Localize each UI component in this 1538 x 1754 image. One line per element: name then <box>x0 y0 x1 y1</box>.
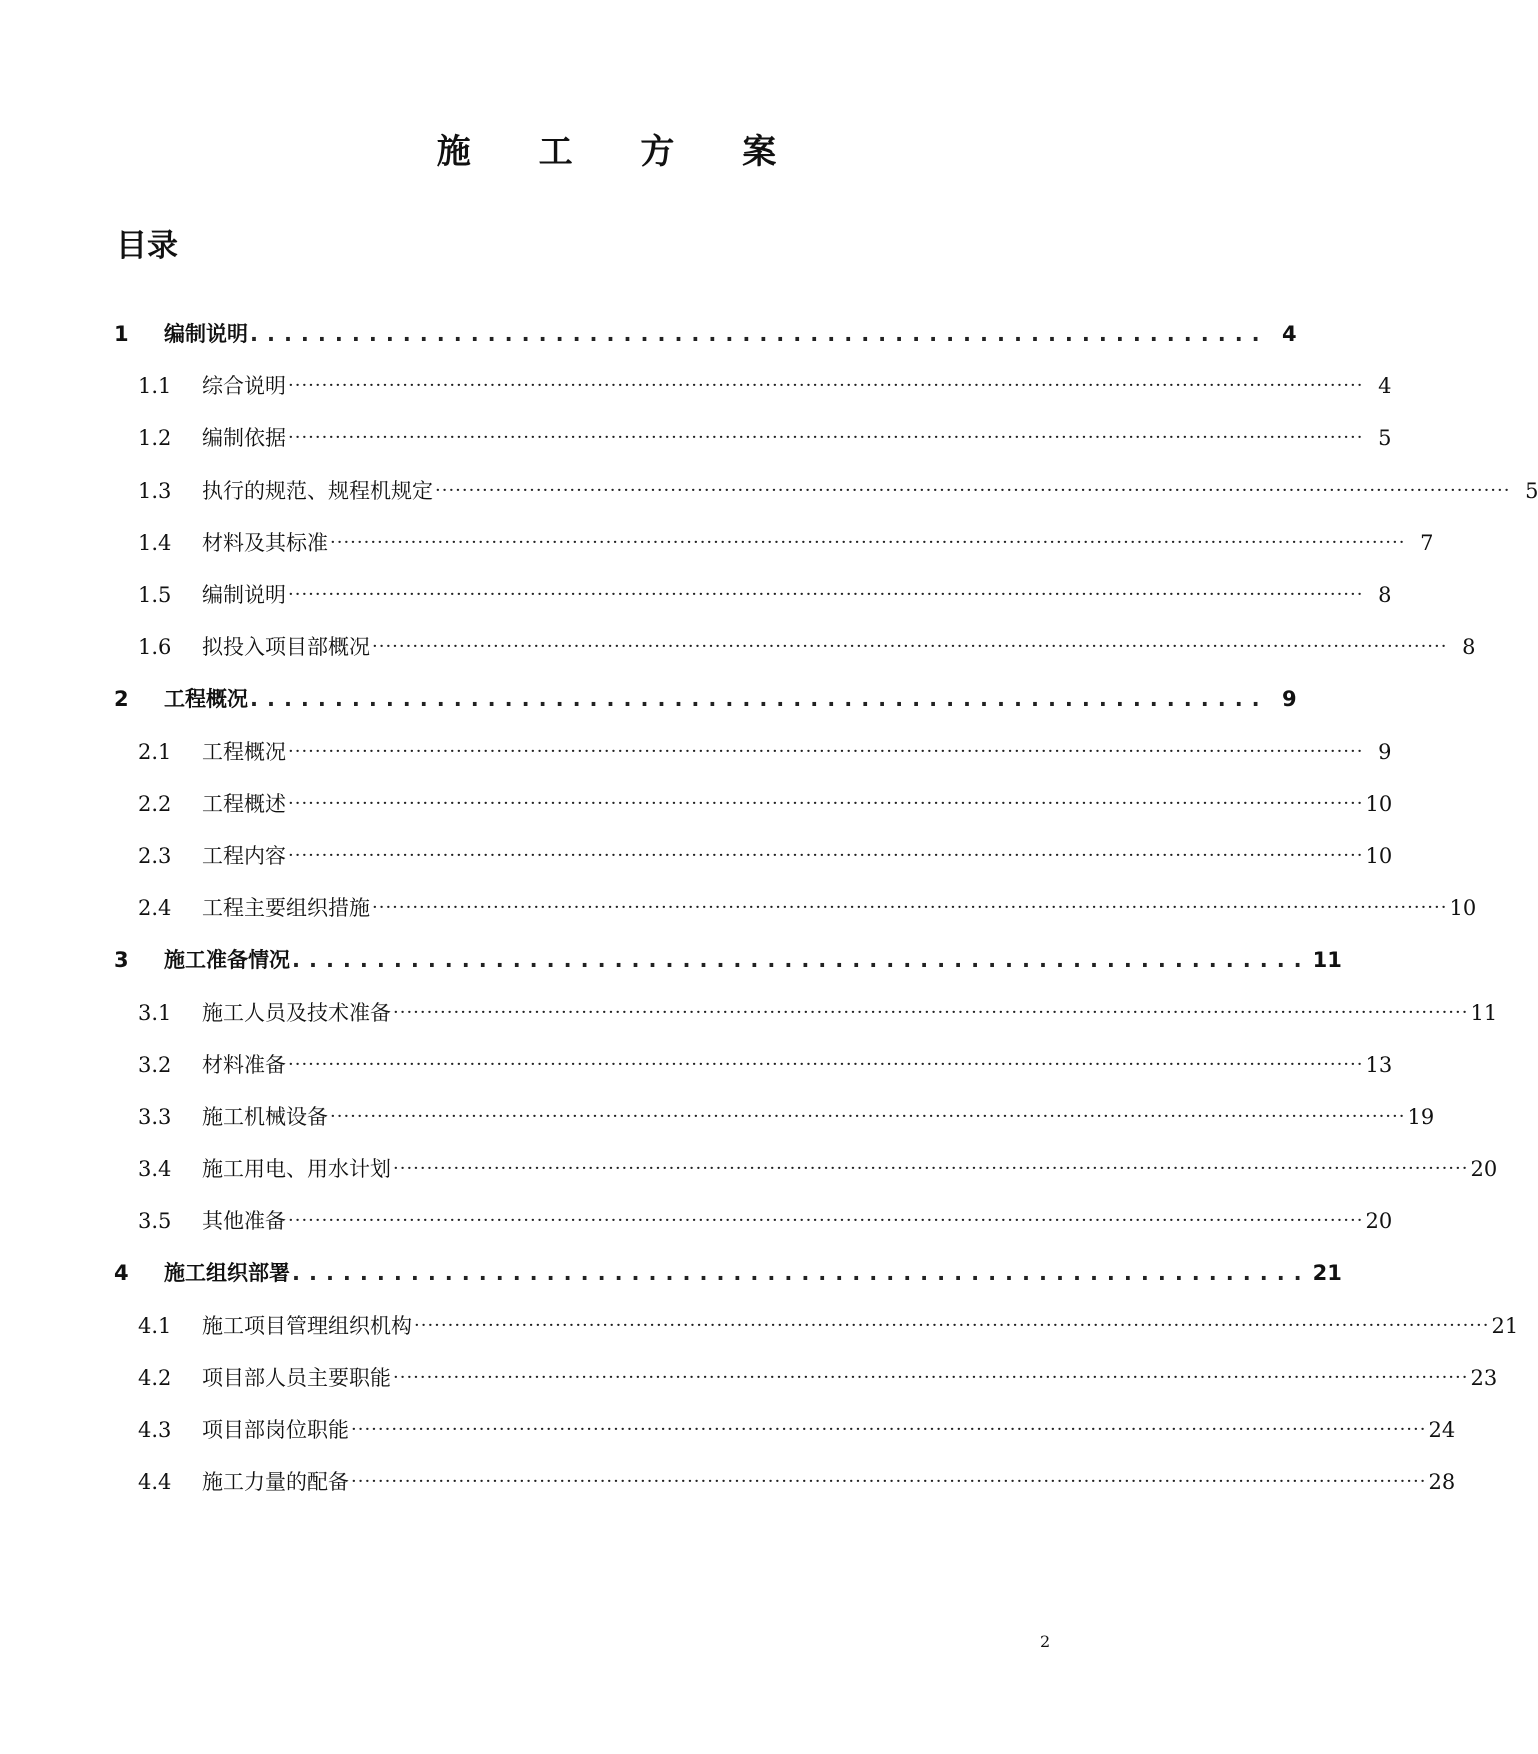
toc-entry-label: 其他准备 <box>202 1209 286 1234</box>
toc-entry-number: 2.1 <box>138 739 172 764</box>
toc-entry-number: 3.3 <box>138 1104 172 1129</box>
toc-entry-page: 11 <box>1470 1000 1498 1025</box>
toc-entry-label: 工程概况 <box>202 739 286 764</box>
toc-dot-leader: ································································································································································ <box>288 427 1364 449</box>
toc-dot-leader: ································································································································································ <box>372 897 1448 919</box>
toc-entry-page: 24 <box>1428 1418 1456 1443</box>
toc-section-entry[interactable] <box>0 412 1392 464</box>
toc-entry-page: 9 <box>1378 739 1392 764</box>
toc-entry-number: 1.5 <box>138 583 172 608</box>
toc-entry-page: 8 <box>1378 583 1392 608</box>
toc-entry-label: 执行的规范、规程机规定 <box>202 478 433 503</box>
toc-section-entry[interactable] <box>0 517 1434 569</box>
toc-entry-number: 2.3 <box>138 843 172 868</box>
page-title: 施 工 方 案 <box>436 132 805 172</box>
toc-entry-number: 1 <box>114 322 129 347</box>
toc-section-entry[interactable] <box>0 1195 1393 1247</box>
toc-entry-number: 3.5 <box>138 1209 172 1234</box>
toc-entry-page: 28 <box>1428 1470 1456 1495</box>
toc-entry-label: 编制说明 <box>202 583 286 608</box>
toc-entry-page: 7 <box>1420 530 1434 555</box>
toc-entry-label: 编制依据 <box>202 426 286 451</box>
toc-entry-page: 11 <box>1312 948 1342 973</box>
toc-dot-leader: ································································································································································ <box>330 1105 1406 1127</box>
toc-section-entry[interactable] <box>0 569 1392 621</box>
toc-entry-page: 10 <box>1365 791 1393 816</box>
toc-entry-label: 施工项目管理组织机构 <box>202 1313 412 1338</box>
table-of-contents <box>0 308 1538 1508</box>
toc-dot-leader: ································································································································································ <box>288 584 1364 606</box>
toc-entry-page: 13 <box>1365 1052 1393 1077</box>
toc-section-entry[interactable] <box>0 1143 1498 1195</box>
toc-chapter-entry[interactable] <box>0 1247 1342 1299</box>
toc-dot-leader: ............................................................ <box>292 1261 1311 1286</box>
toc-entry-number: 1.1 <box>138 374 172 399</box>
toc-entry-number: 4.2 <box>138 1365 172 1390</box>
toc-dot-leader: ································································································································································ <box>288 375 1364 397</box>
toc-section-entry[interactable] <box>0 1404 1456 1456</box>
toc-heading: 目录 <box>116 228 178 264</box>
toc-dot-leader: ································································································································································ <box>351 1419 1427 1441</box>
toc-entry-label: 施工机械设备 <box>202 1104 328 1129</box>
toc-entry-page: 10 <box>1449 896 1477 921</box>
toc-entry-page: 19 <box>1407 1104 1435 1129</box>
toc-entry-label: 材料及其标准 <box>202 530 328 555</box>
toc-section-entry[interactable] <box>0 1039 1393 1091</box>
toc-dot-leader: ............................................................ <box>250 322 1269 347</box>
toc-dot-leader: ································································································································································ <box>393 1001 1469 1023</box>
toc-entry-page: 4 <box>1282 322 1297 347</box>
toc-entry-number: 3.1 <box>138 1000 172 1025</box>
toc-section-entry[interactable] <box>0 986 1498 1038</box>
toc-entry-label: 材料准备 <box>202 1052 286 1077</box>
page-number: 2 <box>1040 1632 1051 1651</box>
toc-section-entry[interactable] <box>0 1456 1456 1508</box>
toc-dot-leader: ································································································································································ <box>288 844 1364 866</box>
toc-dot-leader: ............................................................ <box>250 687 1269 712</box>
toc-entry-page: 5 <box>1378 426 1392 451</box>
toc-entry-page: 21 <box>1491 1313 1519 1338</box>
toc-chapter-entry[interactable] <box>0 308 1297 360</box>
toc-section-entry[interactable] <box>0 621 1476 673</box>
toc-dot-leader: ································································································································································ <box>414 1314 1490 1336</box>
toc-entry-label: 编制说明 <box>164 322 248 347</box>
toc-entry-number: 3 <box>114 948 129 973</box>
toc-section-entry[interactable] <box>0 1352 1498 1404</box>
toc-entry-number: 2.2 <box>138 791 172 816</box>
toc-dot-leader: ································································································································································ <box>288 740 1364 762</box>
toc-entry-number: 1.2 <box>138 426 172 451</box>
toc-section-entry[interactable] <box>0 882 1477 934</box>
toc-section-entry[interactable] <box>0 1091 1435 1143</box>
toc-dot-leader: ································································································································································ <box>288 1053 1364 1075</box>
toc-entry-page: 9 <box>1282 687 1297 712</box>
toc-entry-label: 工程概况 <box>164 687 248 712</box>
toc-dot-leader: ································································································································································ <box>288 1210 1364 1232</box>
toc-entry-label: 项目部岗位职能 <box>202 1418 349 1443</box>
toc-chapter-entry[interactable] <box>0 673 1297 725</box>
toc-entry-label: 施工人员及技术准备 <box>202 1000 391 1025</box>
toc-dot-leader: ································································································································································ <box>330 531 1406 553</box>
toc-entry-number: 4.4 <box>138 1470 172 1495</box>
toc-entry-label: 工程概述 <box>202 791 286 816</box>
toc-entry-page: 4 <box>1378 374 1392 399</box>
toc-section-entry[interactable] <box>0 360 1392 412</box>
toc-entry-label: 施工准备情况 <box>164 948 290 973</box>
toc-entry-label: 施工组织部署 <box>164 1261 290 1286</box>
toc-entry-number: 1.4 <box>138 530 172 555</box>
toc-entry-page: 10 <box>1365 843 1393 868</box>
toc-entry-page: 8 <box>1462 635 1476 660</box>
toc-entry-label: 工程内容 <box>202 843 286 868</box>
toc-dot-leader: ································································································································································ <box>393 1158 1469 1180</box>
toc-entry-label: 施工用电、用水计划 <box>202 1157 391 1182</box>
toc-entry-page: 23 <box>1470 1365 1498 1390</box>
toc-entry-page: 21 <box>1312 1261 1342 1286</box>
toc-entry-label: 综合说明 <box>202 374 286 399</box>
toc-entry-page: 5 <box>1525 478 1538 503</box>
toc-dot-leader: ································································································································································ <box>435 479 1511 501</box>
toc-section-entry[interactable] <box>0 778 1393 830</box>
toc-dot-leader: ································································································································································ <box>288 792 1364 814</box>
toc-entry-page: 20 <box>1365 1209 1393 1234</box>
toc-entry-number: 1.6 <box>138 635 172 660</box>
toc-dot-leader: ............................................................ <box>292 948 1311 973</box>
toc-section-entry[interactable] <box>0 1300 1519 1352</box>
toc-dot-leader: ································································································································································ <box>393 1366 1469 1388</box>
toc-entry-number: 1.3 <box>138 478 172 503</box>
toc-entry-number: 3.4 <box>138 1157 172 1182</box>
toc-entry-number: 2.4 <box>138 896 172 921</box>
toc-dot-leader: ································································································································································ <box>351 1471 1427 1493</box>
toc-entry-label: 工程主要组织措施 <box>202 896 370 921</box>
toc-dot-leader: ································································································································································ <box>372 636 1448 658</box>
toc-chapter-entry[interactable] <box>0 934 1342 986</box>
toc-section-entry[interactable] <box>0 726 1392 778</box>
toc-section-entry[interactable] <box>0 830 1393 882</box>
toc-entry-label: 拟投入项目部概况 <box>202 635 370 660</box>
toc-entry-number: 4 <box>114 1261 129 1286</box>
toc-entry-page: 20 <box>1470 1157 1498 1182</box>
toc-entry-number: 3.2 <box>138 1052 172 1077</box>
toc-entry-number: 4.1 <box>138 1313 172 1338</box>
toc-entry-label: 施工力量的配备 <box>202 1470 349 1495</box>
toc-entry-number: 2 <box>114 687 129 712</box>
toc-section-entry[interactable] <box>0 465 1538 517</box>
toc-entry-label: 项目部人员主要职能 <box>202 1365 391 1390</box>
toc-entry-number: 4.3 <box>138 1418 172 1443</box>
